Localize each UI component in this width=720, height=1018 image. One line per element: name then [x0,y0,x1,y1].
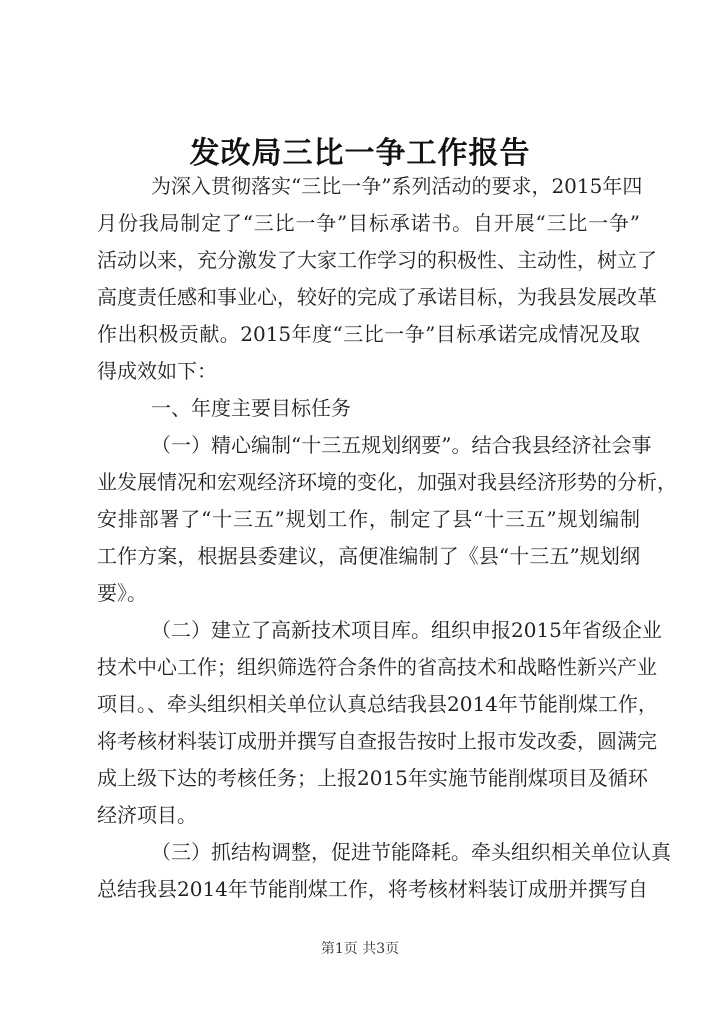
text-line: 作出积极贡献。2015年度“三比一争”目标承诺完成情况及取 [97,322,640,346]
text-line: 业发展情况和宏观经济环境的变化，加强对我县经济形势的分析， [97,470,677,494]
document-body [97,168,677,908]
text-line: （一）精心编制“十三五规划纲要”。结合我县经济社会事 [151,433,652,457]
paragraph [97,612,662,834]
text-line: （三）抓结构调整，促进节能降耗。牵头组织相关单位认真 [151,840,671,864]
text-line: 一、年度主要目标任务 [151,396,351,420]
text-line: 成上级下达的考核任务；上报2015年实施节能削煤项目及循环 [97,766,648,790]
document-title: 发改局三比一争工作报告 [189,136,531,171]
text-line: 活动以来，充分激发了大家工作学习的积极性、主动性，树立了 [97,248,657,272]
text-line: 为深入贯彻落实“三比一争”系列活动的要求，2015年四 [151,174,643,198]
text-line: 总结我县2014年节能削煤工作，将考核材料装订成册并撰写自 [97,877,648,901]
text-line: 安排部署了“十三五”规划工作，制定了县“十三五”规划编制 [97,507,640,531]
paragraph [97,834,671,908]
text-line: 高度责任感和事业心，较好的完成了承诺目标，为我县发展改革 [97,285,657,309]
paragraph [97,427,677,612]
text-line: 得成效如下： [97,359,217,383]
paragraph [97,390,640,427]
text-line: （二）建立了高新技术项目库。组织申报2015年省级企业 [151,618,662,642]
text-line: 月份我局制定了“三比一争”目标承诺书。自开展“三比一争” [97,211,640,235]
page-number: 第1页 共3页 [320,941,400,957]
text-line: 要》。 [97,581,147,605]
text-line: 工作方案，根据县委建议，高便准编制了《县“十三五”规划纲 [97,544,640,568]
text-line: 项目。、牵头组织相关单位认真总结我县2014年节能削煤工作， [97,692,658,716]
text-line: 技术中心工作；组织筛选符合条件的省高技术和战略性新兴产业 [97,655,657,679]
paragraph [97,168,657,390]
text-line: 经济项目。 [97,803,197,827]
text-line: 将考核材料装订成册并撰写自查报告按时上报市发改委，圆满完 [97,729,657,753]
